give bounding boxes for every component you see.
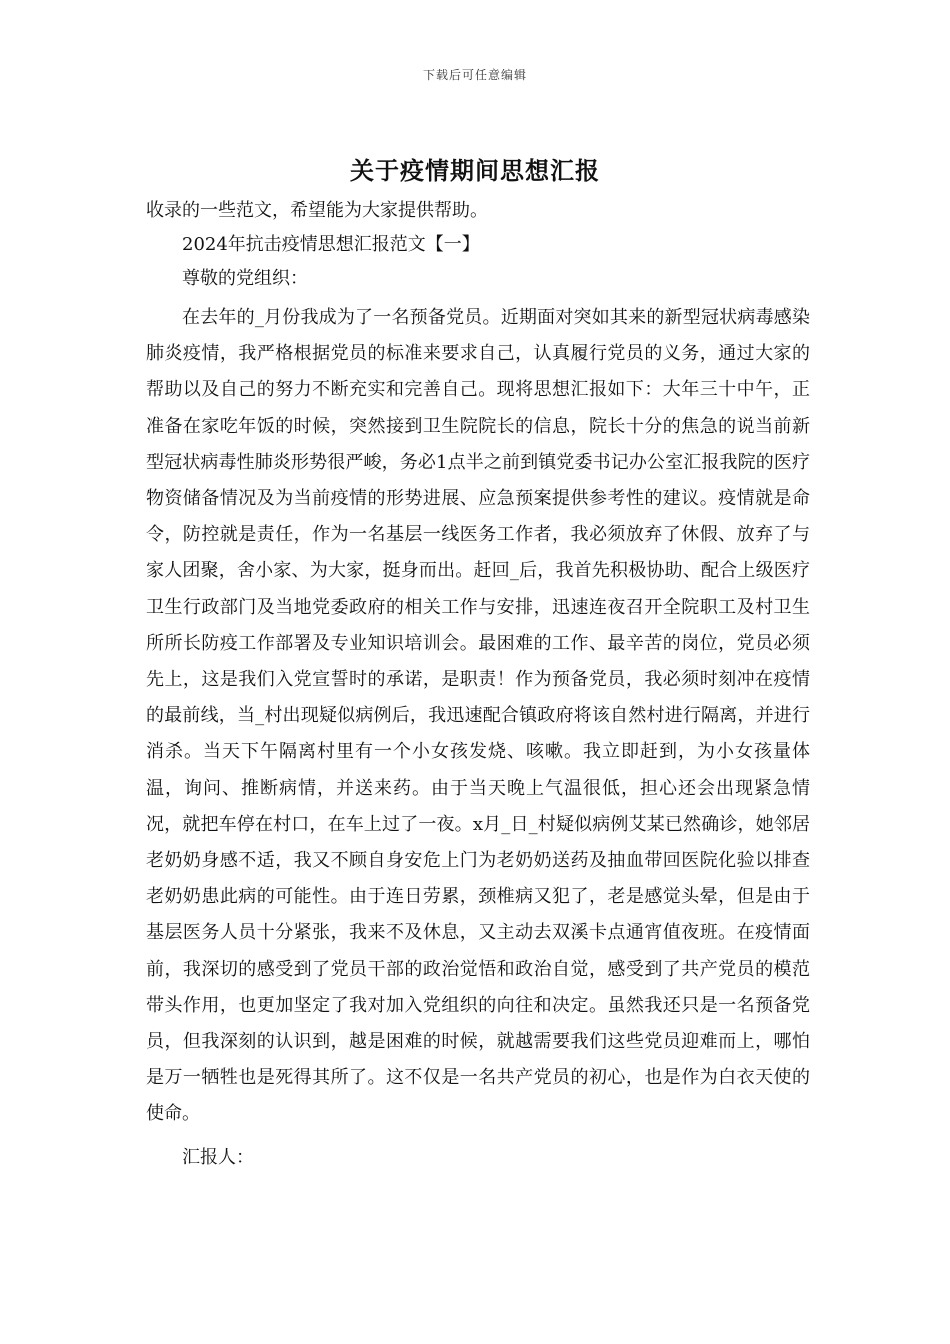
header-note: 下载后可任意编辑 xyxy=(422,68,527,82)
signature-paragraph: 汇报人： xyxy=(182,1146,254,1168)
subtitle-paragraph: 2024年抗击疫情思想汇报范文【一】 xyxy=(182,234,480,255)
intro-paragraph: 收录的一些范文，希望能为大家提供帮助。 xyxy=(146,200,488,221)
body-paragraph: 在去年的_月份我成为了一名预备党员。近期面对突如其来的新型冠状病毒感染肺炎疫情，我严格根据党员的标准来要求自己，认真履行党员的义务，通过大家的帮助以及自己的努力不断充实和完善自己。现将思想汇报如下：大年三十中午，正准备在家吃年饭的时候，突然接到卫生院院长的信息，院长十分的焦急的说当前新型冠状病毒性肺炎形势很严峻，务必1点半之前到镇党委书记办公室汇报我院的医疗物资储备情况及为当前疫情的形势进展、应急预案提供参考性的建议。疫情就是命令，防控就是责任，作为一名基层一线医务工作者，我必须放弃了休假、放弃了与家人团聚，舍小家、为大家，挺身而出。赶回_后，我首先积极协助、配合上级医疗卫生行政部门及当地党委政府的相关工作与安排，迅速连夜召开全院职工及村卫生所所长防疫工作部署及专业知识培训会。最困难的工作、最辛苦的岗位，党员必须先上，这是我们入党宣誓时的承诺，是职责！作为预备党员，我必须时刻冲在疫情的最前线，当_村出现疑似病例后，我迅速配合镇政府将该自然村进行隔离，并进行消杀。当天下午隔离村里有一个小女孩发烧、咳嗽。我立即赶到，为小女孩量体温，询问、推断病情，并送来药。由于当天晚上气温很低，担心还会出现紧急情况，就把车停在村口，在车上过了一夜。x月_日_村疑似病例艾某已然确诊，她邻居老奶奶身感不适，我又不顾自身安危上门为老奶奶送药及抽血带回医院化验以排查老奶奶患此病的可能性。由于连日劳累，颈椎病又犯了，老是感觉头晕，但是由于基层医务人员十分紧张，我来不及休息，又主动去双溪卡点通宵值夜班。在疫情面前，我深切的感受到了党员干部的政治觉悟和政治自觉，感受到了共产党员的模范带头作用，也更加坚定了我对加入党组织的向往和决定。虽然我还只是一名预备党员，但我深刻的认识到，越是困难的时候，就越需要我们这些党员迎难而上，哪怕是万一牺牲也是死得其所了。这不仅是一名共产党员的初心，也是作为白衣天使的使命。 xyxy=(146,307,810,1125)
document-title: 关于疫情期间思想汇报 xyxy=(350,156,600,185)
document-content xyxy=(146,196,810,1173)
salutation-paragraph: 尊敬的党组织： xyxy=(182,268,308,289)
